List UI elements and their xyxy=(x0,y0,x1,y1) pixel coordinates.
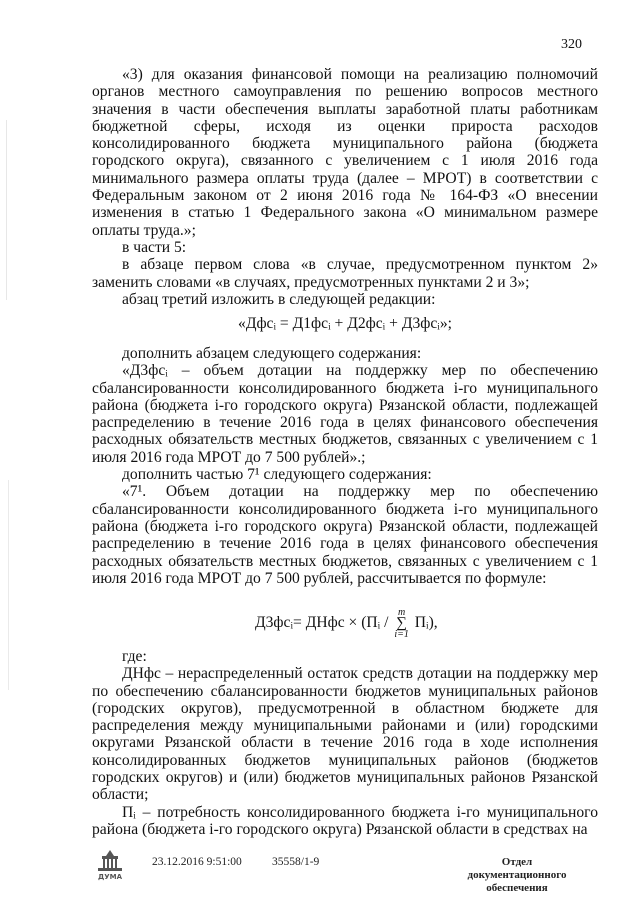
sum-symbol xyxy=(394,607,409,640)
formula-d3fs xyxy=(255,607,438,640)
formula-left: Д3фсᵢ= ДНфс × (Пᵢ / xyxy=(255,614,393,632)
sum-lower-limit: i=1 xyxy=(394,629,409,640)
paragraph: дополнить частью 7¹ следующего содержания: xyxy=(122,466,432,484)
formula-dfs: «Дфсᵢ = Д1фсᵢ + Д2фсᵢ + Д3фсᵢ»; xyxy=(238,315,452,332)
paragraph: Пᵢ – потребность консолидированного бюджета i-го муниципального района (бюджета i-го городского округа) Рязанской области в средствах на xyxy=(92,803,598,838)
formula-right: Пᵢ), xyxy=(410,614,438,632)
text-block-middle xyxy=(92,345,598,587)
paragraph: «3) для оказания финансовой помощи на реализацию полномочий органов местного самоуправления по решению вопросов местного значения в части обеспечения выплаты заработной платы работникам бюджетной сферы, исходя из оценки прироста расходов консолидированного бюджета муниципального района (бюджета городского округа), связанного с увеличением с 1 июля 2016 года минимального размера оплаты труда (далее – МРОТ) в соответствии с Федеральным законом от 2 июня 2016 года № 164-ФЗ «О внесении изменения в статью 1 Федерального закона «О минимальном размере оплаты труда.»; xyxy=(92,66,598,239)
paragraph: в части 5: xyxy=(122,238,187,256)
paragraph: абзац третий изложить в следующей редакции: xyxy=(122,290,436,308)
footer-doc-number: 35558/1-9 xyxy=(272,856,320,868)
sum-sign: ∑ xyxy=(396,615,407,631)
paragraph: в абзаце первом слова «в случае, предусмотренном пунктом 2» заменить словами «в случаях, предусмотренных пунктами 2 и 3»; xyxy=(92,256,598,291)
paragraph: где: xyxy=(122,648,147,665)
svg-text:ДУМА: ДУМА xyxy=(97,873,123,881)
paragraph: «7¹. Объем дотации на поддержку мер по обеспечению сбалансированности консолидированного бюджета i-го муниципального района (бюджета i-го городского округа) Рязанской области, подлежащей распределению в течение 2016 года в целях финансового обеспечения расходных обязательств местных бюджетов, связанных с увеличением с 1 июля 2016 года МРОТ до 7 500 рублей, рассчитывается по формуле: xyxy=(92,483,598,587)
paragraph: ДНфс – нераспределенный остаток средств дотации на поддержку мер по обеспечению сбалансированности бюджетов муниципальных районов (городских округов), предусмотренной в областном бюджете для распределения между муниципальными районами и (или) городскими округами Рязанской области в течение 2016 года в ходе исполнения консолидированных бюджетов муниципальных районов (бюджетов городских округов) и (или) бюджетов муниципальных районов Рязанской области; xyxy=(92,665,598,804)
sum-upper-limit: m xyxy=(398,607,406,618)
duma-logo-icon xyxy=(92,848,128,882)
footer-department: Отдел документационного обеспечения xyxy=(467,856,567,894)
scan-edge-mark xyxy=(6,120,7,300)
scan-edge-mark xyxy=(8,480,9,690)
footer-date: 23.12.2016 9:51:00 xyxy=(152,856,242,868)
text-block-bottom xyxy=(92,648,598,838)
text-block-top xyxy=(92,66,598,308)
paragraph: дополнить абзацем следующего содержания: xyxy=(122,345,422,362)
page-number: 320 xyxy=(561,37,582,52)
paragraph: «Д3фсᵢ – объем дотации на поддержку мер по обеспечению сбалансированности консолидированного бюджета i-го муниципального района (бюджета i-го городского округа) Рязанской области, подлежащей распределению в течение 2016 года в целях финансового обеспечения расходных обязательств местных бюджетов, связанных с увеличением с 1 июля 2016 года МРОТ до 7 500 рублей».; xyxy=(92,362,598,466)
